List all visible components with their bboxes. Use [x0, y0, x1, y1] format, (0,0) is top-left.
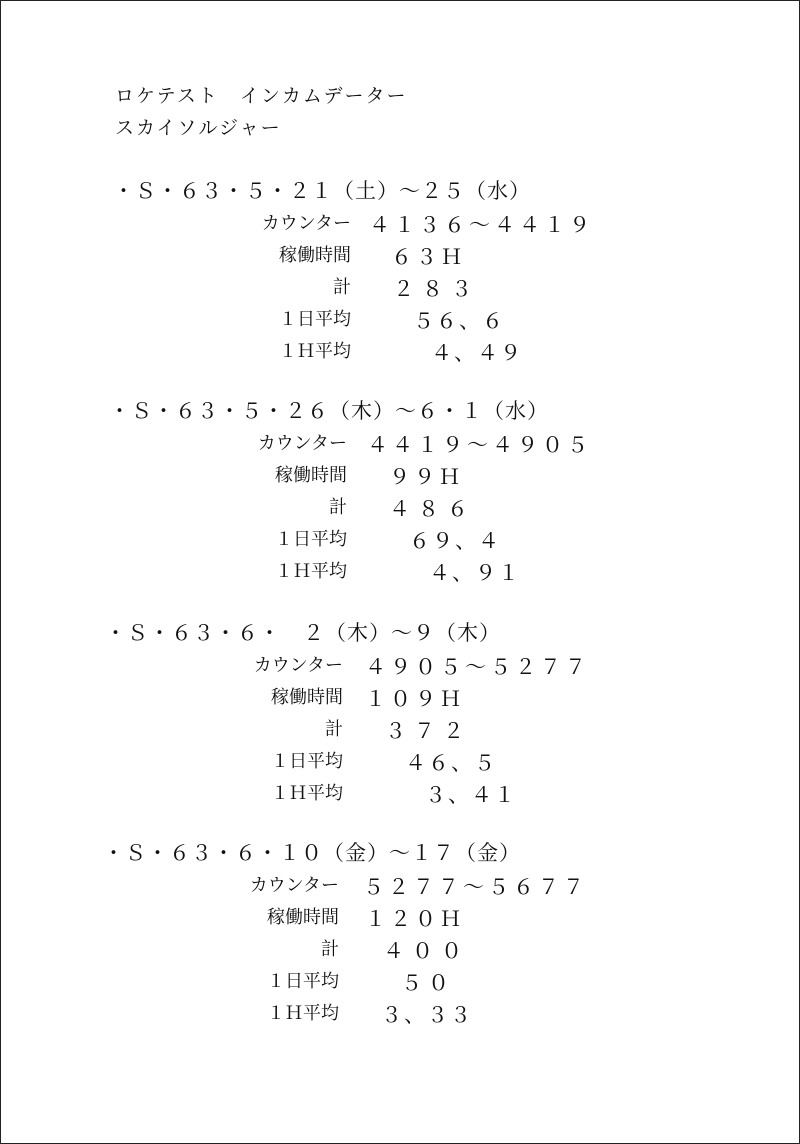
total-value: ３７２ — [385, 719, 472, 743]
counter-label: カウンター — [257, 433, 347, 454]
hourly-average-value: ３、４１ — [425, 783, 517, 807]
total-label: 計 — [329, 497, 347, 518]
daily-average-value: ５６、６ — [413, 309, 505, 333]
daily-average-label: １日平均 — [267, 971, 339, 992]
period-date-range: ・Ｓ・６３・６・１０（金）～１７（金） — [103, 841, 521, 865]
operating-hours-label: 稼働時間 — [271, 687, 343, 708]
operating-hours-label: 稼働時間 — [275, 465, 347, 486]
total-label: 計 — [321, 939, 339, 960]
counter-label: カウンター — [261, 213, 351, 234]
hourly-average-label: １Ｈ平均 — [271, 783, 343, 804]
daily-average-value: ４６、５ — [405, 751, 497, 775]
operating-hours-value: １２０Ｈ — [365, 907, 465, 931]
daily-average-value: ６９、４ — [409, 529, 501, 553]
operating-hours-value: ６３Ｈ — [391, 245, 466, 269]
daily-average-value: ５０ — [401, 971, 455, 995]
hourly-average-label: １Ｈ平均 — [279, 341, 351, 362]
operating-hours-label: 稼働時間 — [267, 907, 339, 928]
hourly-average-label: １Ｈ平均 — [275, 561, 347, 582]
total-value: ２８３ — [393, 277, 480, 301]
operating-hours-value: ９９Ｈ — [389, 465, 464, 489]
period-date-range: ・Ｓ・６３・５・２１（土）～２５（水） — [113, 179, 531, 203]
daily-average-label: １日平均 — [279, 309, 351, 330]
daily-average-label: １日平均 — [271, 751, 343, 772]
hourly-average-label: １Ｈ平均 — [267, 1003, 339, 1024]
total-label: 計 — [325, 719, 343, 740]
counter-value: ４４１９～４９０５ — [367, 433, 592, 457]
hourly-average-value: ４、９１ — [429, 561, 521, 585]
period-date-range: ・Ｓ・６３・５・２６（木）～６・１（水） — [109, 399, 549, 423]
hourly-average-value: ４、４９ — [431, 341, 523, 365]
hourly-average-value: ３、３３ — [381, 1003, 473, 1027]
counter-value: ５２７７～５６７７ — [363, 875, 588, 899]
total-value: ４００ — [383, 939, 470, 963]
total-label: 計 — [333, 277, 351, 298]
counter-label: カウンター — [253, 655, 343, 676]
counter-value: ４９０５～５２７７ — [365, 655, 590, 679]
total-value: ４８６ — [389, 497, 476, 521]
counter-label: カウンター — [249, 875, 339, 896]
operating-hours-value: １０９Ｈ — [365, 687, 465, 711]
document-title: ロケテスト インカムデーター — [115, 85, 408, 107]
period-date-range: ・Ｓ・６３・６・ ２（木）～９（木） — [105, 621, 501, 645]
operating-hours-label: 稼働時間 — [279, 245, 351, 266]
document-subtitle: スカイソルジャー — [115, 117, 282, 139]
daily-average-label: １日平均 — [275, 529, 347, 550]
counter-value: ４１３６～４４１９ — [369, 213, 594, 237]
